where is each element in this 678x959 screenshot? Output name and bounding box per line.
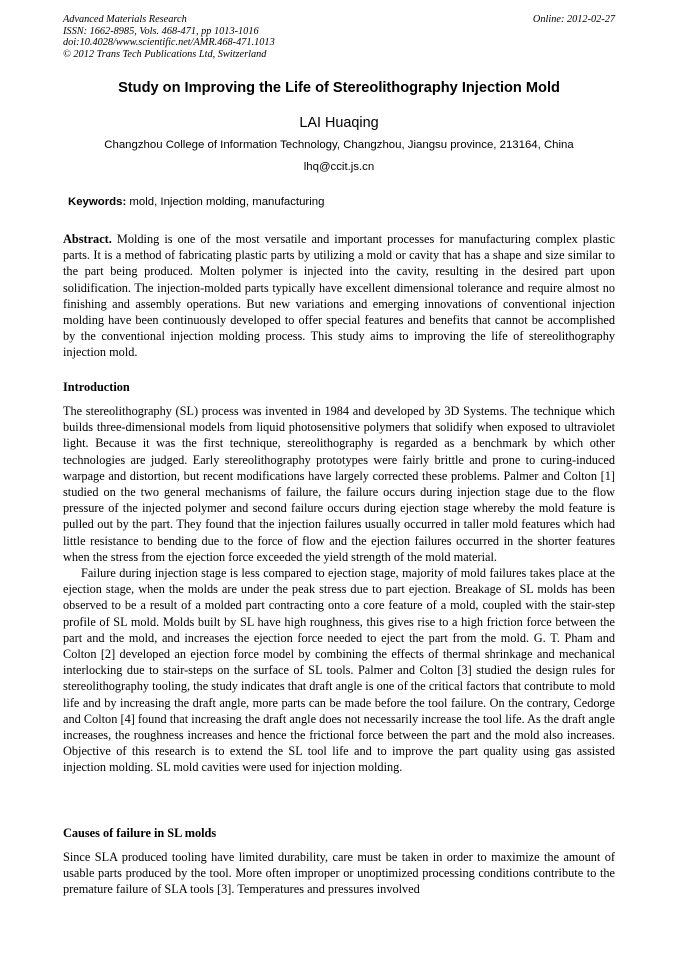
keywords	[68, 196, 324, 208]
abstract-text: Molding is one of the most versatile and important processes for manufacturing complex plastic parts. It is a method of fabricating plastic parts by utilizing a mold or cavity that has a shape and size similar to the part being produced. Molten polymer is injected into the cavity, resulting in the desired part upon solidification. The injection-molded parts typically have excellent dimensional tolerance and require almost no finishing and assembly operations. But new variations and emerging innovations of conventional injection molding have been continuously developed to offer special features and benefits that cannot be accomplished by the conventional injection molding process. This study aims to improving the life of stereolithography injection mold.	[63, 232, 615, 360]
paragraph: Since SLA produced tooling have limited durability, care must be taken in order to maximize the amount of usable parts produced by the tool. More often improper or unoptimized processing conditions contribute to the premature failure of SLA tools [3]. Temperatures and pressures involved	[63, 850, 615, 897]
online-date: Online: 2012-02-27	[532, 14, 615, 25]
section-heading-introduction: Introduction	[63, 380, 130, 394]
author-name: LAI Huaqing	[299, 115, 379, 131]
paragraph: Failure during injection stage is less compared to ejection stage, majority of mold failures takes place at the ejection stage, when the molds are under the peak stress due to part ejection. Breakage of SL molds has been observed to be a result of a molded part contracting onto a core feature of a mold, coupled with the stair-step profile of SL mold. Molds built by SL have high roughness, this gives rise to a high friction force between the part and the mold, and increases the ejection force needed to eject the part from the mold. G. T. Pham and Colton [2] developed an ejection force model by combining the effects of thermal shrinkage and mechanical interlocking due to stair-steps on the surface of SL tools. Palmer and Colton [3] studied the design rules for stereolithography tooling, the study indicates that draft angle is one of the critical factors that contribute to mold life and by increasing the draft angle, more parts can be made before the tool failure. On the contrary, Cedorge and Colton [4] found that increasing the draft angle does not necessarily increase the tool life. As the draft angle increases, the roughness increases and hence the frictional force between the part and the mold also increases. Objective of this research is to extend the SL tool life and to improve the part quality using gas assisted injection molding. SL mold cavities were used for injection molding.	[63, 566, 615, 775]
journal-name: Advanced Materials Research	[63, 14, 187, 25]
paragraph: The stereolithography (SL) process was invented in 1984 and developed by 3D Systems. The technique which builds three-dimensional models from liquid photosensitive polymers that solidify when exposed to ultraviolet light. Because it was the first technique, stereolithography is regarded as a benchmark by which other technologies are judged. Early stereolithography prototypes were fairly brittle and prone to curing-induced warpage and distortion, but recent modifications have largely corrected these problems. Palmer and Colton [1] studied on the two general mechanisms of failure, the failure occurs during injection stage due to the flow pressure of the injected polymer and second failure occurs during ejection stage whereby the mold feature is pulled out by the part. They found that the injection failures usually occurred in taller mold features which had little resistance to bending due to the force of flow and the ejection failures occurred in the shorter features when the stress from the ejection force exceeded the yield strength of the mold material.	[63, 404, 615, 564]
section-introduction	[63, 403, 615, 776]
paper-title: Study on Improving the Life of Stereolithography Injection Mold	[118, 80, 560, 96]
keywords-label: Keywords:	[68, 196, 127, 208]
journal-header	[63, 14, 615, 60]
issn-line: ISSN: 1662-8985, Vols. 468-471, pp 1013-1016	[63, 25, 259, 37]
section-heading-causes: Causes of failure in SL molds	[63, 826, 217, 840]
keywords-text: mold, Injection molding, manufacturing	[126, 196, 325, 208]
doi-line: doi:10.4028/www.scientific.net/AMR.468-471.1013	[63, 37, 275, 49]
author-affiliation: Changzhou College of Information Technology, Changzhou, Jiangsu province, 213164, China	[104, 139, 574, 151]
copyright-line: © 2012 Trans Tech Publications Ltd, Switzerland	[63, 48, 267, 60]
abstract-label: Abstract.	[63, 232, 112, 246]
author-email: lhq@ccit.js.cn	[303, 161, 375, 173]
section-causes	[63, 849, 615, 898]
abstract	[63, 231, 615, 361]
